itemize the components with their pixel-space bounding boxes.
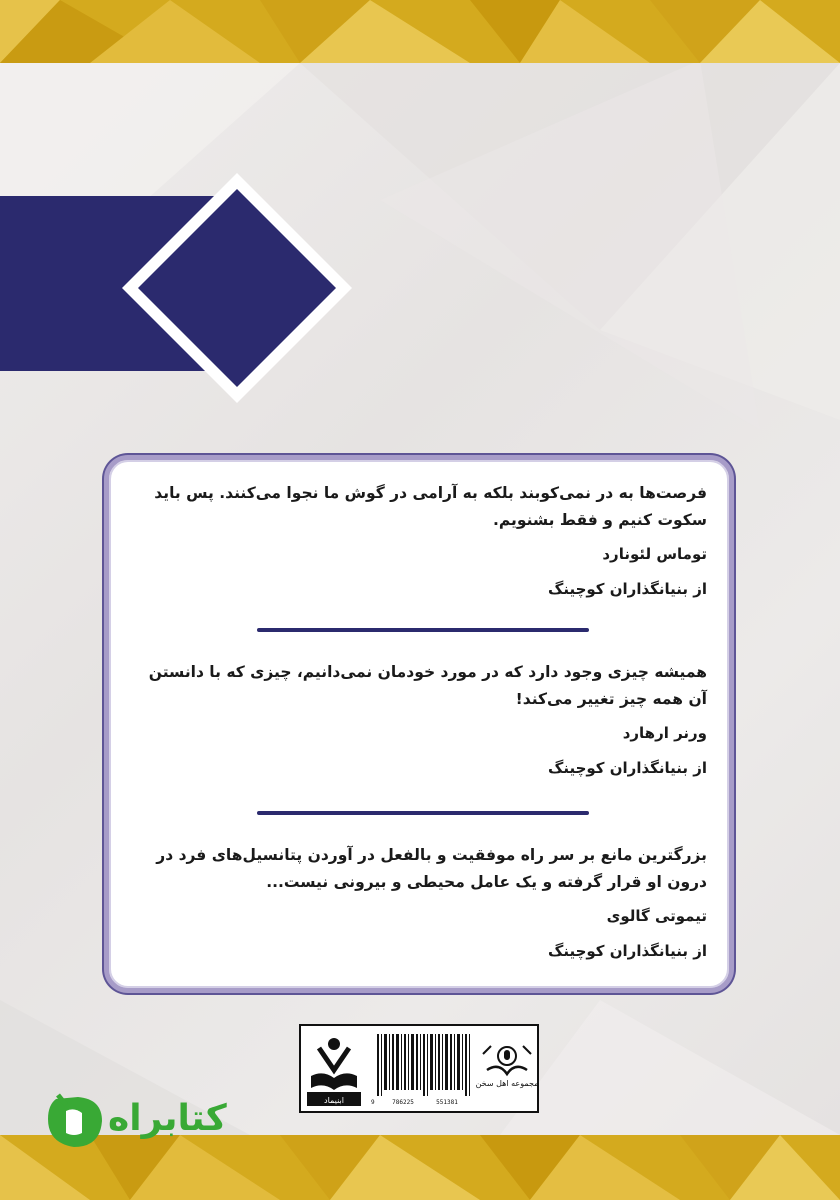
divider — [257, 811, 589, 815]
bottom-gold-band — [0, 1135, 840, 1200]
barcode-graphic — [301, 1026, 537, 1111]
ketabrah-logo-icon — [44, 1091, 108, 1153]
quote-text: فرصت‌ها به در نمی‌کوبند بلکه به آرامی در گوش ما نجوا می‌کنند. پس باید سکوت کنیم و فقط بشنویم. — [154, 484, 707, 529]
quote-1 — [131, 480, 707, 599]
barcode-bars — [377, 1034, 470, 1096]
quote-source: از بنیانگذاران کوچینگ — [547, 759, 707, 777]
quote-author: ورنر ارهارد — [622, 724, 707, 742]
publisher-logo-right — [476, 1046, 537, 1088]
divider — [257, 628, 589, 632]
quote-author: تیموتی گالوی — [606, 907, 707, 925]
quote-source: از بنیانگذاران کوچینگ — [547, 580, 707, 598]
quote-author: توماس لئونارد — [602, 545, 707, 563]
quote-text: بزرگترین مانع بر سر راه موفقیت و بالفعل در آوردن پتانسیل‌های فرد در درون او قرار گرفته و یک عامل محیطی و بیرونی نیست... — [156, 846, 707, 891]
publisher-name-left: ابنیماد — [324, 1096, 344, 1105]
navy-diamond — [118, 169, 356, 407]
barcode-box — [299, 1024, 539, 1113]
quote-3 — [131, 842, 707, 961]
top-gold-band — [0, 0, 840, 63]
publisher-name-right: مجموعه اهل سخن — [475, 1079, 537, 1088]
quote-2 — [131, 659, 707, 778]
quote-source: از بنیانگذاران کوچینگ — [547, 942, 707, 960]
quote-text: همیشه چیزی وجود دارد که در مورد خودمان نمی‌دانیم، چیزی که با دانستن آن همه چیز تغییر می‌کند! — [148, 663, 707, 708]
quotes-panel — [104, 455, 734, 993]
barcode-digit-lead: 9 — [371, 1099, 375, 1106]
ketabrah-logo-text: کتابراه — [108, 1098, 227, 1139]
barcode-digits-right: 551381 — [436, 1099, 458, 1106]
barcode-digits-left: 786225 — [392, 1099, 414, 1106]
publisher-logo-left — [307, 1038, 361, 1106]
